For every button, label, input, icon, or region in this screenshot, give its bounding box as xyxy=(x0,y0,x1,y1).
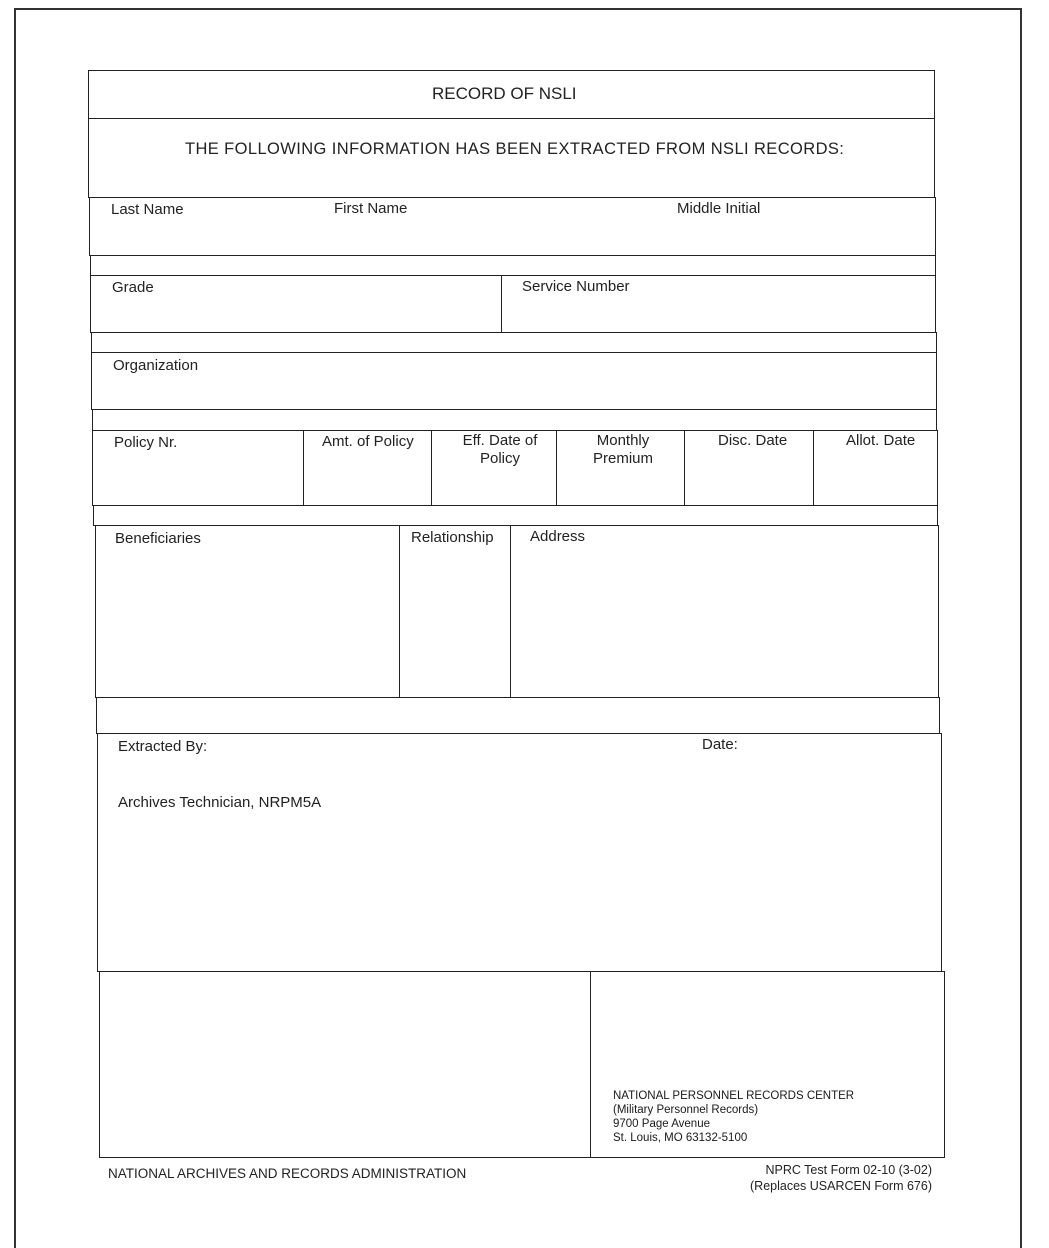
last-name-label: Last Name xyxy=(111,201,184,218)
grade-label: Grade xyxy=(112,279,154,296)
spacer-strip xyxy=(96,697,940,734)
policy-divider xyxy=(303,430,304,506)
beneficiaries-label: Beneficiaries xyxy=(115,530,201,547)
middle-initial-label: Middle Initial xyxy=(677,200,761,217)
beneficiaries-row xyxy=(95,525,939,698)
first-name-label: First Name xyxy=(334,200,408,217)
address-line: (Military Personnel Records) xyxy=(613,1104,759,1116)
agency-footer: NATIONAL ARCHIVES AND RECORDS ADMINISTRATION xyxy=(108,1166,467,1181)
replaces-note: (Replaces USARCEN Form 676) xyxy=(750,1179,932,1193)
eff-date-of-policy-label: Eff. Date of Policy xyxy=(462,432,538,467)
monthly-premium-label: Monthly Premium xyxy=(592,432,653,467)
beneficiary-divider xyxy=(510,525,511,698)
service-number-label: Service Number xyxy=(522,278,630,295)
organization-label: Organization xyxy=(113,357,199,374)
organization-row xyxy=(91,352,937,410)
policy-nr-label: Policy Nr. xyxy=(114,434,178,451)
spacer-strip xyxy=(90,255,936,276)
extracted-by-section xyxy=(97,733,942,972)
bottom-divider xyxy=(590,971,591,1158)
extracted-by-label: Extracted By: xyxy=(118,738,208,755)
policy-divider xyxy=(813,430,814,506)
spacer-strip xyxy=(92,409,937,431)
grade-divider xyxy=(501,275,502,333)
address-line: NATIONAL PERSONNEL RECORDS CENTER xyxy=(613,1090,855,1102)
form-number: NPRC Test Form 02-10 (3-02) xyxy=(765,1163,932,1177)
disc-date-label: Disc. Date xyxy=(718,432,788,449)
policy-divider xyxy=(684,430,685,506)
spacer-strip xyxy=(93,505,938,526)
address-line: 9700 Page Avenue xyxy=(613,1118,710,1130)
policy-divider xyxy=(556,430,557,506)
name-row xyxy=(89,197,936,256)
policy-divider xyxy=(431,430,432,506)
grade-service-row xyxy=(90,275,936,333)
allot-date-label: Allot. Date xyxy=(846,432,916,449)
spacer-strip xyxy=(91,332,937,353)
date-label: Date: xyxy=(702,736,738,753)
form-heading: THE FOLLOWING INFORMATION HAS BEEN EXTRACTED FROM NSLI RECORDS: xyxy=(185,140,845,158)
form-title: RECORD OF NSLI xyxy=(432,84,577,103)
address-line: St. Louis, MO 63132-5100 xyxy=(613,1132,748,1144)
amt-of-policy-label: Amt. of Policy xyxy=(322,433,414,450)
nprc-address-block xyxy=(613,1089,854,1145)
technician-title: Archives Technician, NRPM5A xyxy=(118,794,322,811)
relationship-label: Relationship xyxy=(411,529,494,546)
beneficiary-divider xyxy=(399,525,400,698)
address-label: Address xyxy=(530,528,586,545)
